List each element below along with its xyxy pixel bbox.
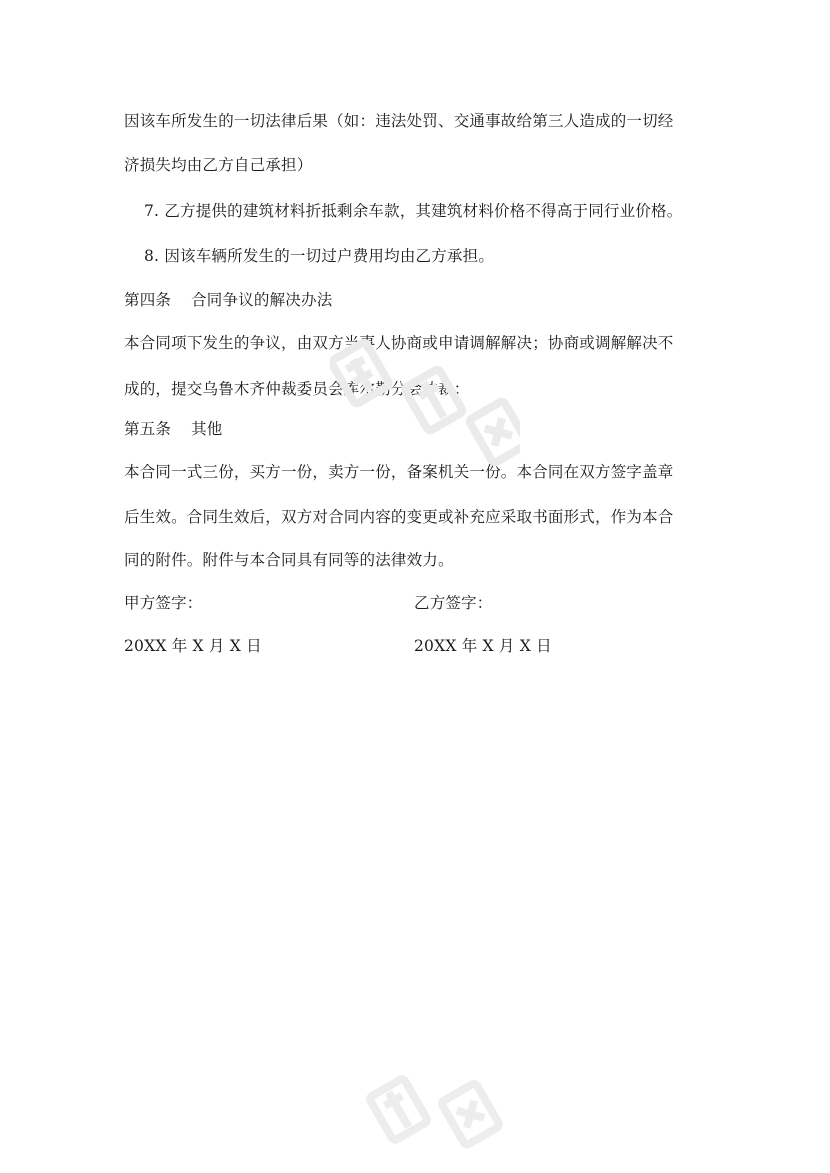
party-b-date: 20XX 年 X 月 X 日 [414, 637, 552, 655]
party-a-date: 20XX 年 X 月 X 日 [124, 637, 262, 655]
list-item-8: 8. 因该车辆所发生的一切过户费用均由乙方承担。 [144, 247, 495, 265]
paragraph-line: 因该车所发生的一切法律后果（如：违法处罚、交通事故给第三人造成的一切经 [124, 112, 674, 130]
paragraph-line: 本合同项下发生的争议，由双方当事人协商或申请调解解决；协商或调解解决不 [124, 334, 674, 352]
section-heading-5 [124, 418, 223, 440]
party-a-signature-label: 甲方签字： [124, 594, 203, 612]
paragraph-line: 成的，提交乌鲁木齐仲裁委员会库尔勒分会仲裁； [124, 380, 470, 398]
paragraph-line: 同的附件。附件与本合同具有同等的法律效力。 [124, 551, 454, 569]
section-number: 第四条 [124, 291, 172, 309]
watermark-stamp [330, 290, 520, 520]
section-number: 第五条 [124, 420, 172, 438]
list-item-7: 7. 乙方提供的建筑材料折抵剩余车款，其建筑材料价格不得高于同行业价格。 [144, 202, 683, 220]
section-title: 合同争议的解决办法 [191, 291, 333, 309]
paragraph-line: 济损失均由乙方自己承担） [124, 156, 313, 174]
section-title: 其他 [191, 420, 223, 438]
party-b-signature-label: 乙方签字： [414, 594, 493, 612]
watermark-stamp [350, 1030, 540, 1170]
paragraph-line: 后生效。合同生效后，双方对合同内容的变更或补充应采取书面形式，作为本合 [124, 508, 674, 526]
section-heading-4 [124, 289, 332, 311]
paragraph-line: 本合同一式三份，买方一份，卖方一份，备案机关一份。本合同在双方签字盖章 [124, 463, 674, 481]
